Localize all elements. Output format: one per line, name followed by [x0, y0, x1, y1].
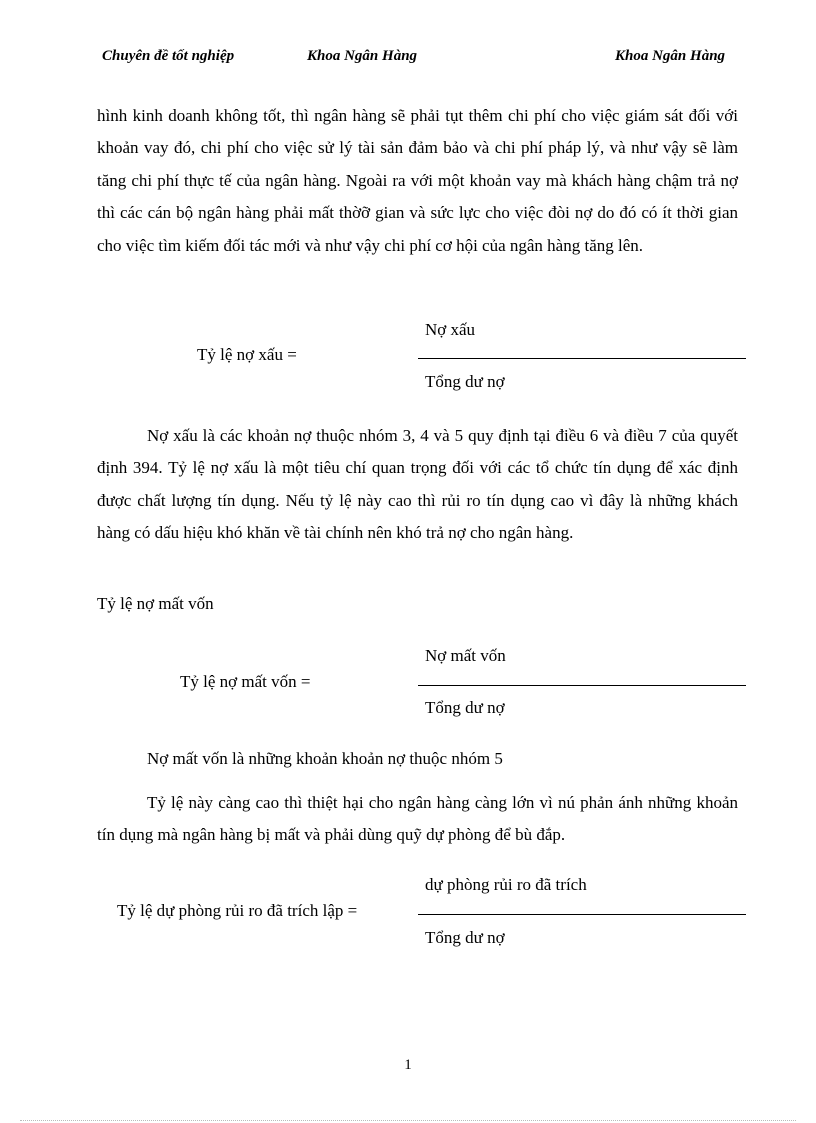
page-number: 1 [404, 1057, 412, 1073]
formula-denominator: Tổng dư nợ [425, 372, 505, 391]
paragraph-loss-impact: Tỷ lệ này càng cao thì thiệt hại cho ngân hàng càng lớn vì nú phản ánh những khoản tín dụng mà ngân hàng bị mất và phải dùng quỹ dự phòng để bù đắp. [97, 793, 738, 845]
formula-numerator: dự phòng rủi ro đã trích [425, 875, 587, 894]
page-bottom-divider [20, 1120, 796, 1121]
formula-numerator: Nợ xấu [425, 320, 476, 339]
paragraph-bad-debt: Nợ xấu là các khoản nợ thuộc nhóm 3, 4 và 5 quy định tại điều 6 và điều 7 của quyết định 394. Tỷ lệ nợ xấu là một tiêu chí quan trọng đối với các tổ chức tín dụng để xác định được chất lượng tín dụng. Nếu tỷ lệ này cao thì rủi ro tín dụng cao vì đây là những khách hàng có dấu hiệu khó khăn về tài chính nên khó trả nợ cho ngân hàng. [97, 426, 738, 543]
header-middle-title: Khoa Ngân Hàng [307, 48, 418, 64]
fraction-line [418, 685, 746, 686]
formula-label: Tỷ lệ nợ xấu = [197, 345, 297, 364]
paragraph-loss-definition: Nợ mất vốn là những khoản khoản nợ thuộc nhóm 5 [147, 749, 503, 768]
formula-label: Tỷ lệ nợ mất vốn = [180, 672, 311, 691]
heading-loss-ratio: Tỷ lệ nợ mất vốn [97, 594, 214, 613]
paragraph-cost: hình kinh doanh không tốt, thì ngân hàng sẽ phải tụt thêm chi phí cho việc giám sát đối với khoản vay đó, chi phí cho việc sử lý tài sản đảm bảo và chi phí pháp lý, và như vậy sẽ làm tăng chi phí thực tế của ngân hàng. Ngoài ra với một khoản vay mà khách hàng chậm trả nợ thì các cán bộ ngân hàng phải mất thờỡ gian và sức lực cho việc đòi nợ do đó có ít thời gian cho việc tìm kiếm đối tác mới và như vậy chi phí cơ hội của ngân hàng tăng lên. [97, 106, 738, 255]
fraction-line [418, 914, 746, 915]
formula-denominator: Tổng dư nợ [425, 928, 505, 947]
formula-numerator: Nợ mất vốn [425, 646, 506, 665]
formula-denominator: Tổng dư nợ [425, 698, 505, 717]
header-right-title: Khoa Ngân Hàng [615, 48, 726, 64]
header-left-title: Chuyên đề tốt nghiệp [102, 48, 235, 64]
fraction-line [418, 358, 746, 359]
formula-label: Tỷ lệ dự phòng rủi ro đã trích lập = [117, 901, 358, 920]
